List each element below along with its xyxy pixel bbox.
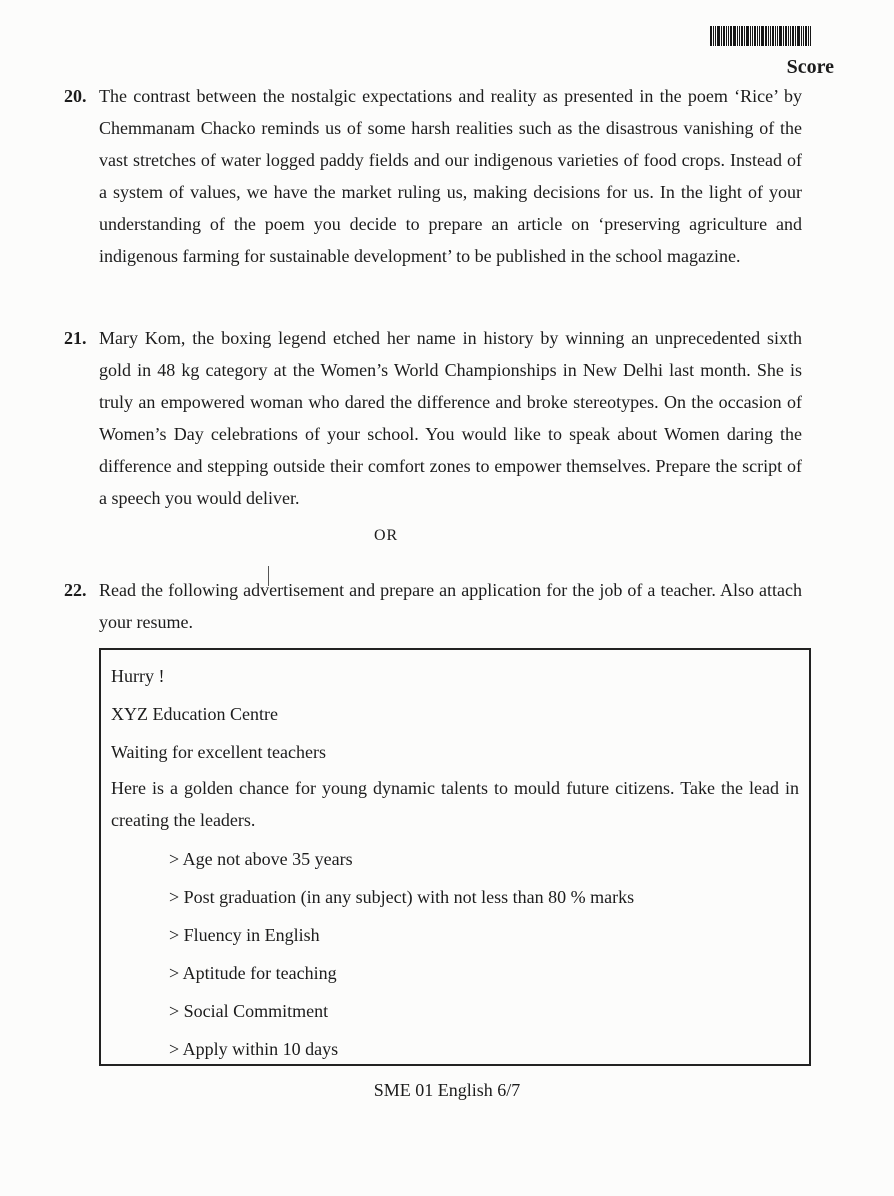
list-item: > Fluency in English [169, 925, 320, 945]
barcode-bar [737, 26, 738, 46]
barcode-bar [801, 26, 802, 46]
list-item: > Apply within 10 days [169, 1039, 339, 1059]
requirements-list [111, 840, 799, 1068]
question-text: Read the following advertisement and prepare an application for the job of a teacher. Also attach your resume. [99, 580, 802, 632]
barcode-bar [792, 26, 794, 46]
barcode-bar [733, 26, 736, 46]
score-label: Score [786, 56, 834, 78]
barcode-bar [775, 26, 776, 46]
list-item: > Post graduation (in any subject) with not less than 80 % marks [169, 887, 635, 907]
question-20 [64, 80, 802, 272]
question-text: The contrast between the nostalgic expectations and reality as presented in the poem ‘Rice’ by Chemmanam Chacko reminds us of some harsh realities such as the disastrous vanishing of the vast stretches of water logged paddy fields and our indigenous varieties of food crops. Instead of a system of values, we have the market ruling us, making decisions for us. In the light of your understanding of the poem you decide to prepare an article on ‘preserving agriculture and indigenous farming for sustainable development’ to be published in the school magazine. [99, 86, 802, 266]
barcode-bar [808, 26, 809, 46]
question-number: 22. [64, 580, 87, 600]
barcode-bar [710, 26, 712, 46]
barcode-graphic [710, 26, 834, 46]
barcode-bar [810, 26, 811, 46]
barcode-bar [713, 26, 714, 46]
barcode-bar [768, 26, 769, 46]
question-21 [64, 322, 802, 514]
barcode-bar [721, 26, 722, 46]
barcode-bar [730, 26, 732, 46]
barcode-bar [750, 26, 751, 46]
barcode-bar [761, 26, 764, 46]
list-item: > Social Commitment [169, 1001, 329, 1021]
barcode-bar [741, 26, 743, 46]
barcode-bar [797, 26, 800, 46]
barcode-bar [715, 26, 716, 46]
barcode-bar [783, 26, 784, 46]
or-separator: OR [374, 527, 399, 544]
barcode-bar [754, 26, 756, 46]
barcode-bar [765, 26, 767, 46]
barcode-bar [717, 26, 720, 46]
barcode-bar [777, 26, 778, 46]
barcode-bar [785, 26, 787, 46]
barcode-bar [723, 26, 725, 46]
barcode-bar [795, 26, 796, 46]
barcode-bar [728, 26, 729, 46]
ad-headline: Hurry ! [111, 666, 165, 686]
list-item: > Aptitude for teaching [169, 963, 337, 983]
ad-subtitle: Waiting for excellent teachers [111, 742, 326, 762]
advertisement-box [99, 648, 811, 1066]
question-number: 21. [64, 328, 87, 348]
barcode-bar [739, 26, 740, 46]
barcode-bar [746, 26, 749, 46]
barcode-bar [788, 26, 789, 46]
list-item: > Age not above 35 years [169, 849, 353, 869]
barcode-bar [752, 26, 753, 46]
barcode-bar [772, 26, 774, 46]
ad-organization: XYZ Education Centre [111, 704, 278, 724]
barcode-bar [744, 26, 745, 46]
barcode-bar [779, 26, 782, 46]
question-number: 20. [64, 86, 87, 106]
barcode-bar [770, 26, 771, 46]
barcode-bar [790, 26, 791, 46]
page-footer: SME 01 English 6/7 [373, 1080, 521, 1100]
question-text: Mary Kom, the boxing legend etched her name in history by winning an unprecedented sixth gold in 48 kg category at the Women’s World Championships in New Delhi last month. She is truly an empowered woman who dared the difference and broke stereotypes. On the occasion of Women’s Day celebrations of your school. You would like to speak about Women daring the difference and stepping outside their comfort zones to empower themselves. Prepare the script of a speech you would deliver. [99, 328, 802, 508]
question-22 [64, 574, 802, 638]
barcode-bar [757, 26, 758, 46]
barcode-bar [759, 26, 760, 46]
barcode-bar [805, 26, 807, 46]
barcode-bar [803, 26, 804, 46]
barcode-bar [726, 26, 727, 46]
ad-paragraph: Here is a golden chance for young dynamic talents to mould future citizens. Take the lead in creating the leaders. [111, 778, 799, 830]
